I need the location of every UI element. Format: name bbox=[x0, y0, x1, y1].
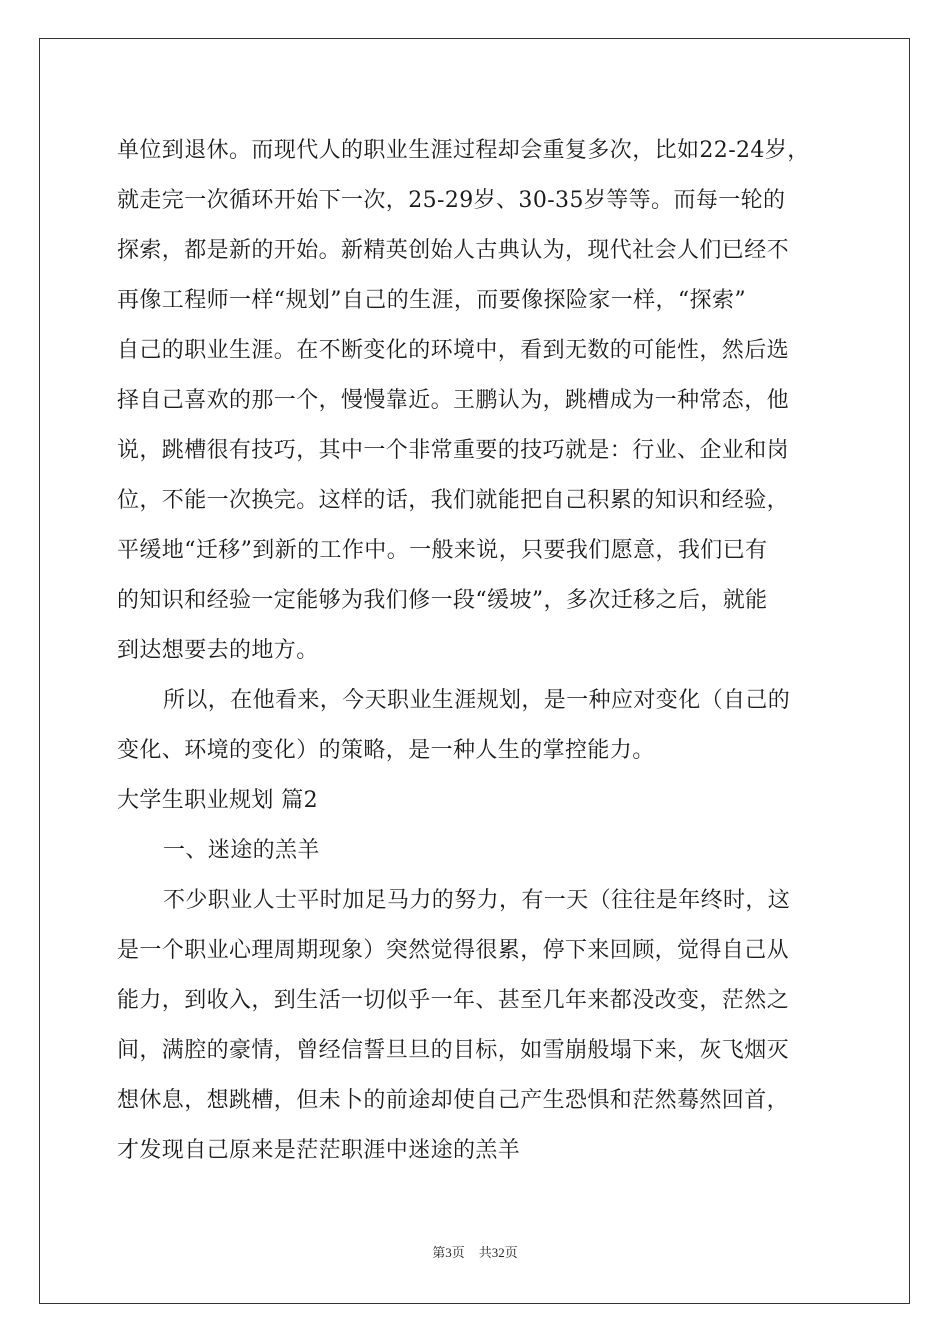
text-line: 位，不能一次换完。这样的话，我们就能把自己积累的知识和经验， bbox=[117, 488, 790, 513]
text-line: 的知识和经验一定能够为我们修一段“缓坡”，多次迁移之后，就能 bbox=[117, 588, 768, 613]
subheading: 一、迷途的羔羊 bbox=[163, 838, 320, 863]
page-total: 共32页 bbox=[478, 1245, 518, 1260]
page-number: 第3页 bbox=[432, 1245, 465, 1260]
text-line: 想休息，想跳槽，但未卜的前途却使自己产生恐惧和茫然蓦然回首， bbox=[117, 1088, 790, 1113]
paragraph-first-line: 不少职业人士平时加足马力的努力，有一天（往往是年终时，这 bbox=[163, 888, 791, 913]
text-line: 择自己喜欢的那一个，慢慢靠近。王鹏认为，跳槽成为一种常态，他 bbox=[117, 388, 790, 413]
text-line: 平缓地“迁移”到新的工作中。一般来说，只要我们愿意，我们已有 bbox=[117, 538, 768, 563]
text-line: 间，满腔的豪情，曾经信誓旦旦的目标，如雪崩般塌下来，灰飞烟灭 bbox=[117, 1038, 790, 1063]
section-heading: 大学生职业规划 篇2 bbox=[117, 788, 318, 813]
text-line: 自己的职业生涯。在不断变化的环境中，看到无数的可能性，然后选 bbox=[117, 338, 790, 363]
document-body bbox=[117, 126, 837, 1176]
text-line: 再像工程师一样“规划”自己的生涯，而要像探险家一样，“探索” bbox=[117, 288, 746, 313]
text-line: 是一个职业心理周期现象）突然觉得很累，停下来回顾，觉得自己从 bbox=[117, 938, 790, 963]
text-line: 到达想要去的地方。 bbox=[117, 638, 319, 663]
text-line: 探索，都是新的开始。新精英创始人古典认为，现代社会人们已经不 bbox=[117, 238, 790, 263]
text-line: 说，跳槽很有技巧，其中一个非常重要的技巧就是：行业、企业和岗 bbox=[117, 438, 790, 463]
text-line: 单位到退休。而现代人的职业生涯过程却会重复多次，比如22-24岁， bbox=[117, 138, 810, 163]
page-footer bbox=[0, 1242, 950, 1261]
text-line: 才发现自己原来是茫茫职涯中迷途的羔羊 bbox=[117, 1138, 521, 1163]
text-line: 就走完一次循环开始下一次，25-29岁、30-35岁等等。而每一轮的 bbox=[117, 188, 786, 213]
paragraph-first-line: 所以，在他看来，今天职业生涯规划，是一种应对变化（自己的 bbox=[163, 688, 791, 713]
text-line: 变化、环境的变化）的策略，是一种人生的掌控能力。 bbox=[117, 738, 655, 763]
text-line: 能力，到收入，到生活一切似乎一年、甚至几年来都没改变，茫然之 bbox=[117, 988, 790, 1013]
